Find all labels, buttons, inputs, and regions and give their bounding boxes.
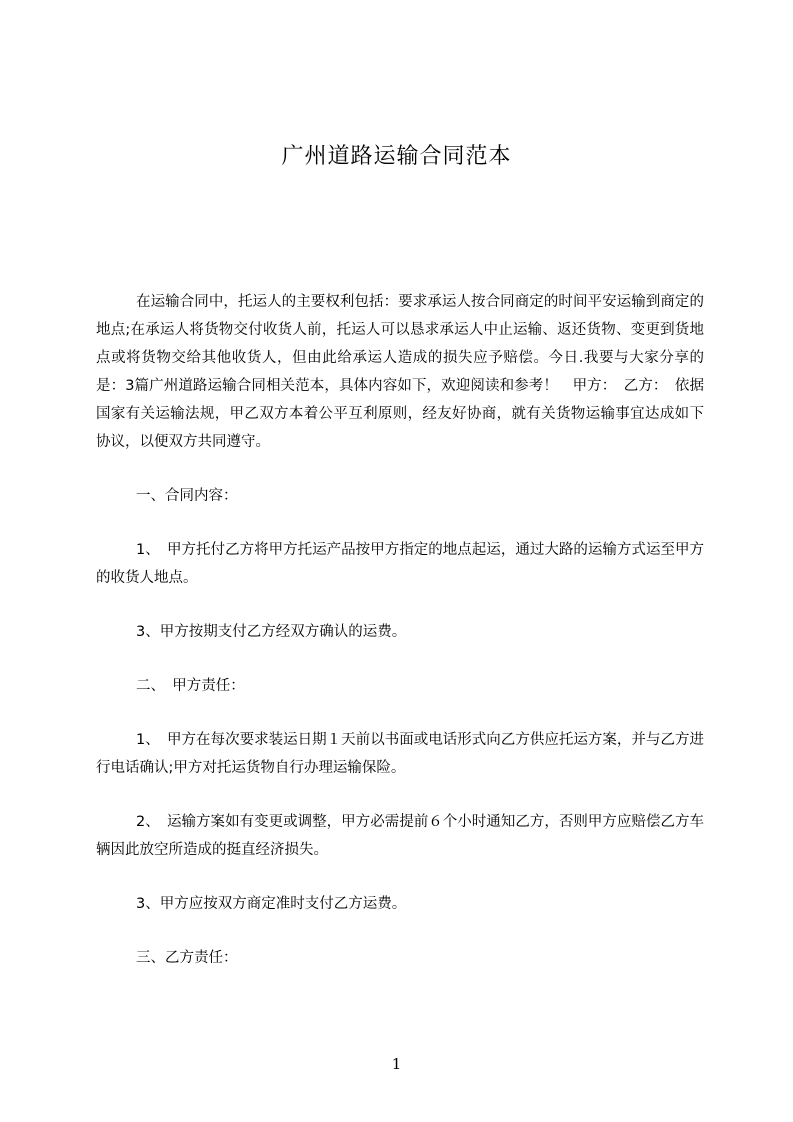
- party-a-item-1: 1、 甲方在每次要求装运日期１天前以书面或电话形式向乙方供应托运方案，并与乙方进行电话确认;甲方对托运货物自行办理运输保险。: [96, 732, 704, 776]
- party-a-item-2: 2、 运输方案如有变更或调整，甲方必需提前６个小时通知乙方，否则甲方应赔偿乙方车辆因此放空所造成的挺直经济损失。: [96, 814, 704, 858]
- page-title: 广州道路运输合同范本: [281, 144, 512, 169]
- spacer: [96, 646, 704, 672]
- spacer: [96, 782, 704, 808]
- spacer: [96, 864, 704, 890]
- section-heading-party-b: 三、乙方责任：: [136, 950, 238, 966]
- section-heading-contract-content: 一、合同内容：: [136, 488, 238, 504]
- contract-item-1: 1、 甲方托付乙方将甲方托运产品按甲方指定的地点起运，通过大路的运输方式运至甲方的收货人地点。: [96, 542, 704, 586]
- spacer: [96, 592, 704, 618]
- page-number: 1: [391, 1055, 402, 1073]
- contract-item-3: 3、甲方按期支付乙方经双方确认的运费。: [136, 624, 407, 640]
- spacer: [96, 456, 704, 482]
- section-heading-party-a: 二、 甲方责任：: [136, 678, 245, 694]
- spacer: [96, 700, 704, 726]
- intro-paragraph: 在运输合同中，托运人的主要权利包括：要求承运人按合同商定的时间平安运输到商定的地点;在承运人将货物交付收货人前，托运人可以恳求承运人中止运输、返还货物、变更到货地点或将货物交给其他收货人，但由此给承运人造成的损失应予赔偿。今日.我要与大家分享的是：3篇广州道路运输合同相关范本，具体内容如下，欢迎阅读和参考！ 甲方： 乙方： 依据国家有关运输法规，甲乙双方本着公平互利原则，经友好协商，就有关货物运输事宜达成如下协议，以便双方共同遵守。: [96, 294, 704, 450]
- spacer: [96, 918, 704, 944]
- document-body: [96, 288, 704, 972]
- party-a-item-3: 3、甲方应按双方商定准时支付乙方运费。: [136, 896, 407, 912]
- spacer: [96, 510, 704, 536]
